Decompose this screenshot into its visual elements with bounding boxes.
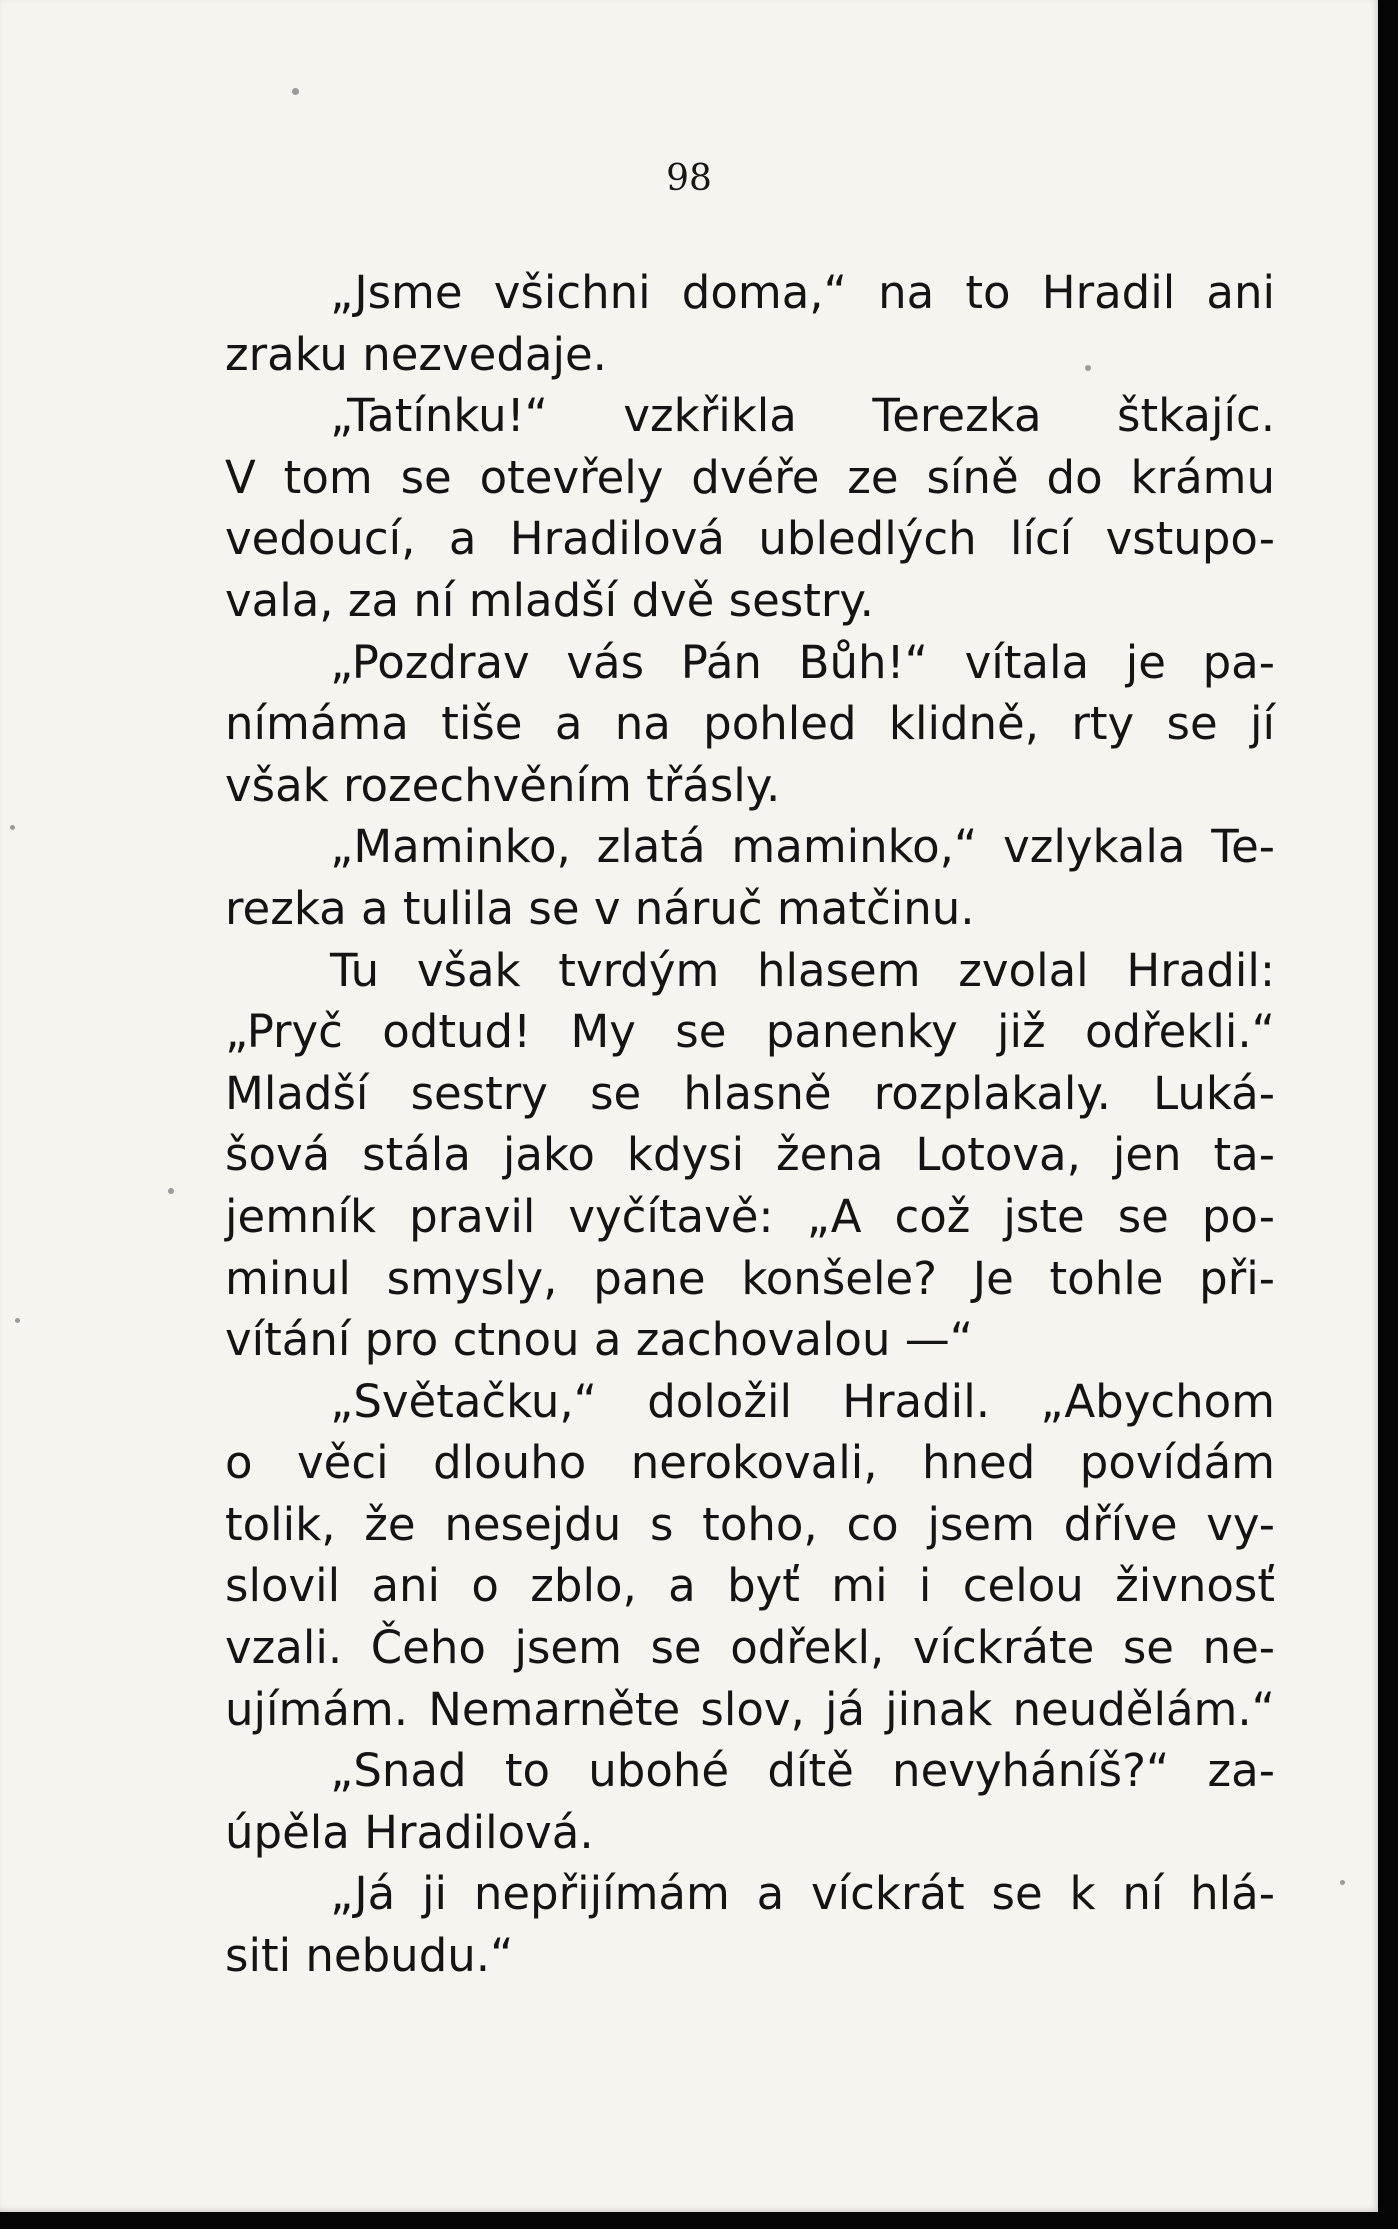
page-speck xyxy=(1085,365,1091,371)
text-line: „Pozdrav vás Pán Bůh!“ vítala je pa- xyxy=(330,635,1275,689)
text-line: „Maminko, zlatá maminko,“ vzlykala Te- xyxy=(330,820,1275,874)
text-line: vedoucí, a Hradilová ubledlých lící vstupo- xyxy=(225,512,1275,566)
page-speck xyxy=(10,825,15,830)
body-text xyxy=(225,262,1275,1987)
page-speck xyxy=(292,88,299,95)
text-line: vítání pro ctnou a zachovalou —“ xyxy=(225,1313,974,1367)
scan-edge-bottom xyxy=(0,2212,1398,2229)
text-line: jemník pravil vyčítavě: „A což jste se po- xyxy=(225,1189,1275,1243)
text-line: „Já ji nepřijímám a víckrát se k ní hlá- xyxy=(330,1867,1275,1921)
text-line: Mladší sestry se hlasně rozplakaly. Luká- xyxy=(225,1066,1275,1120)
text-line: však rozechvěním třásly. xyxy=(225,758,781,812)
page-speck xyxy=(1340,1880,1345,1885)
text-line: minul smysly, pane konšele? Je tohle při- xyxy=(225,1251,1275,1305)
text-line: rezka a tulila se v náruč matčinu. xyxy=(225,881,975,935)
page-number: 98 xyxy=(666,158,712,199)
text-line: vala, za ní mladší dvě sestry. xyxy=(225,573,874,627)
text-line: siti nebudu.“ xyxy=(225,1929,514,1983)
page-speck xyxy=(168,1188,174,1194)
text-line: vzali. Čeho jsem se odřekl, víckráte se ne- xyxy=(225,1621,1275,1675)
text-line: Tu však tvrdým hlasem zvolal Hradil: xyxy=(330,943,1275,997)
text-line: slovil ani o zblo, a byť mi i celou živnosť xyxy=(225,1559,1275,1613)
text-line: o věci dlouho nerokovali, hned povídám xyxy=(225,1436,1275,1490)
text-line: V tom se otevřely dvéře ze síně do krámu xyxy=(225,450,1275,504)
text-line: tolik, že nesejdu s toho, co jsem dříve vy- xyxy=(225,1497,1275,1551)
text-line: „Jsme všichni doma,“ na to Hradil ani xyxy=(330,266,1275,319)
text-line: zraku nezvedaje. xyxy=(225,327,607,381)
page-speck xyxy=(15,1318,20,1323)
text-line: „Pryč odtud! My se panenky již odřekli.“ xyxy=(225,1005,1275,1059)
scan-edge-right xyxy=(1378,0,1398,2229)
text-line: úpěla Hradilová. xyxy=(225,1805,594,1859)
text-line: ujímám. Nemarněte slov, já jinak neudělám.“ xyxy=(225,1682,1275,1736)
text-line: „Světačku,“ doložil Hradil. „Abychom xyxy=(330,1374,1275,1428)
text-line: šová stála jako kdysi žena Lotova, jen ta- xyxy=(225,1128,1275,1182)
text-line: nímáma tiše a na pohled klidně, rty se jí xyxy=(225,697,1275,751)
text-line: „Tatínku!“ vzkřikla Terezka štkajíc. xyxy=(330,389,1275,443)
text-line: „Snad to ubohé dítě nevyháníš?“ za- xyxy=(330,1744,1275,1798)
